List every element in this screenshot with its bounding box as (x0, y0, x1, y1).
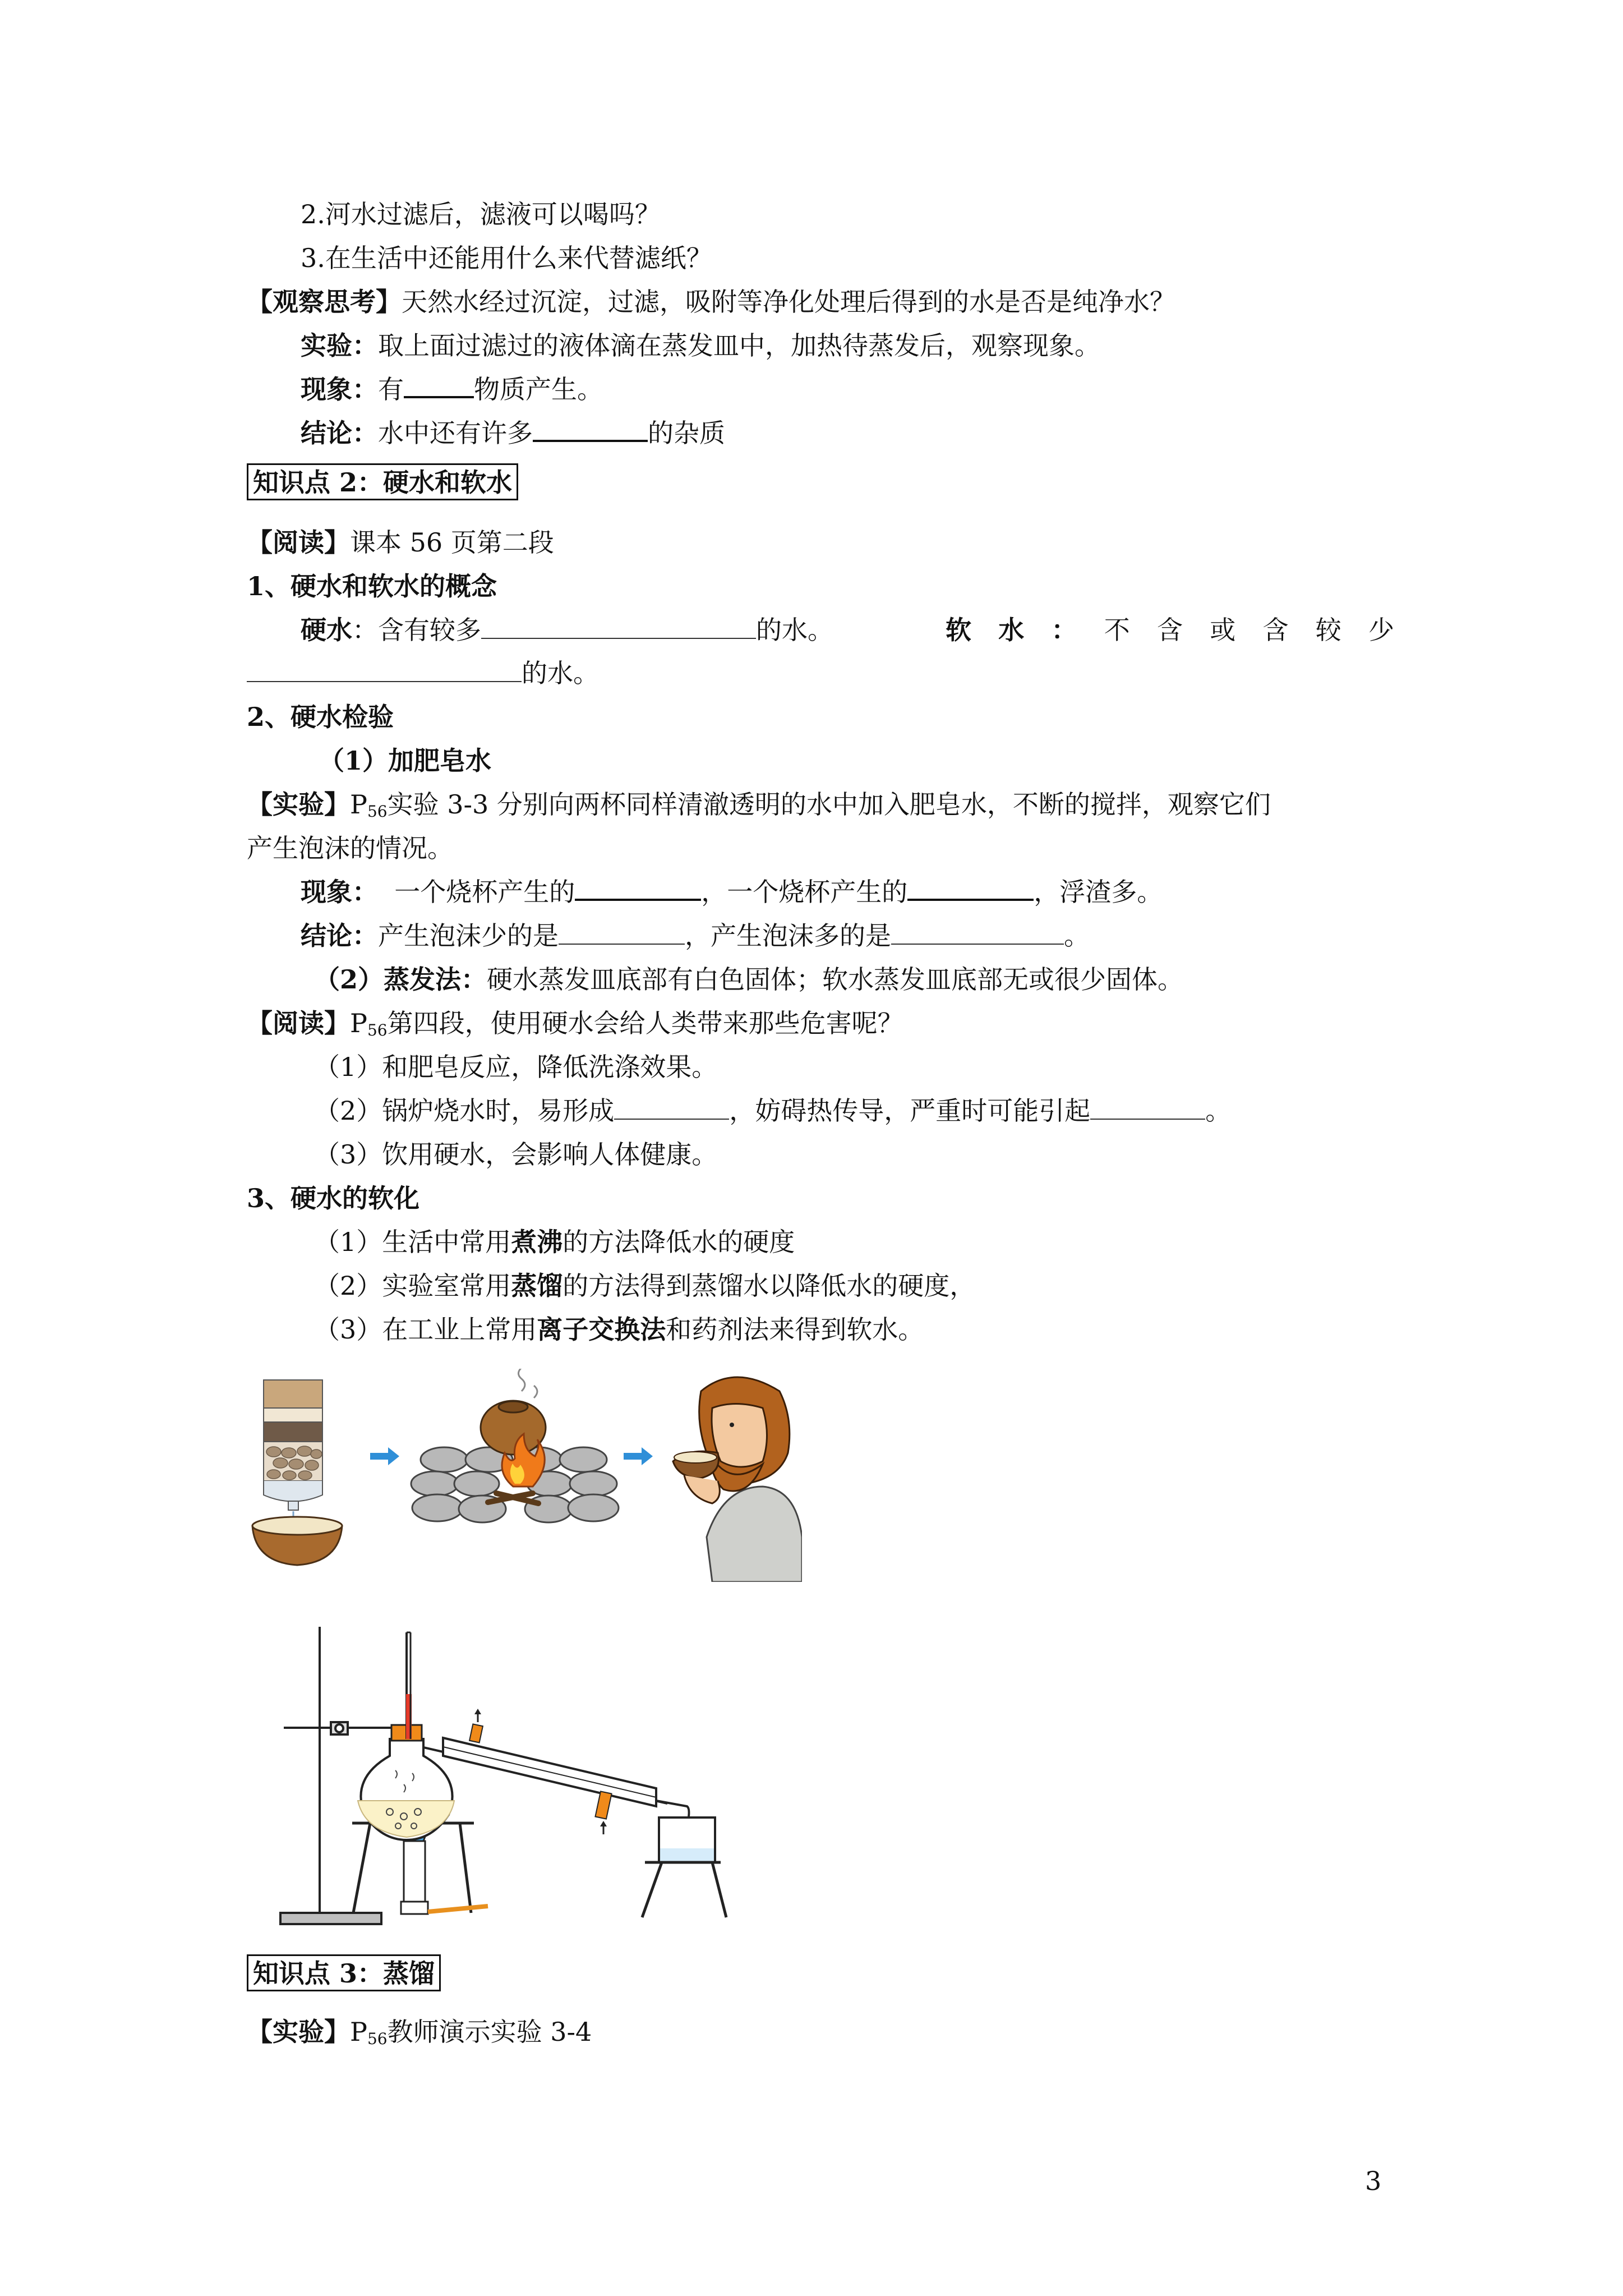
softening-1 (314, 1225, 795, 1259)
softening-3-c: 和药剂法来得到软水。 (666, 1314, 924, 1345)
soft-water-cont (247, 656, 599, 690)
kp3-exp-sub: 56 (367, 2030, 388, 2048)
kp3-title-box (247, 1957, 441, 1990)
kp2-phen-b: ，一个烧杯产生的 (701, 877, 908, 907)
harm-2 (314, 1094, 1231, 1128)
hard-water-text: ：含有较多 (352, 615, 481, 645)
observe-concl-label: 结论： (301, 418, 378, 448)
harm-2-blank-2[interactable] (1090, 1096, 1205, 1120)
observe-tag: 【观察思考】 (247, 287, 402, 317)
softening-2-c: 的方法得到蒸馏水以降低水的硬度， (562, 1271, 976, 1301)
kp2-phen-a: 一个烧杯产生的 (378, 877, 575, 907)
soft-water-post: 的水。 (522, 658, 599, 688)
kp2-read2-text: 第四段，使用硬水会给人类带来那些危害呢？ (387, 1008, 903, 1038)
soft-text-char-6: 少 (1368, 615, 1394, 645)
harm-3: （3）饮用硬水，会影响人体健康。 (314, 1139, 718, 1170)
kp2-concl-label: 结论： (301, 921, 378, 951)
soft-text-char-4: 含 (1262, 615, 1289, 645)
kp3-exp-text: 教师演示实验 3-4 (387, 2017, 592, 2047)
kp2-exp-tag: 【实验】 (247, 789, 350, 820)
kp2-exp-p: P (350, 789, 367, 820)
softening-1-a: （1）生活中常用 (314, 1227, 511, 1257)
softening-3-b: 离子交换法 (537, 1314, 666, 1345)
kp2-read2-p: P (350, 1008, 367, 1038)
kp2-sub-1: （1）加肥皂水 (319, 746, 492, 776)
kp2-read-text: 课本 56 页第二段 (350, 527, 554, 558)
kp2-heading-1: 1、硬水和软水的概念 (247, 571, 497, 601)
hard-water-post: 的水。 (756, 615, 833, 645)
kp2-concl-c: 。 (1064, 921, 1090, 951)
softening-1-b: 煮沸 (511, 1227, 563, 1257)
distillation-apparatus (269, 1610, 735, 1930)
condenser-tube (423, 1709, 689, 1839)
kp2-sub2-text: 硬水蒸发皿底部有白色固体；软水蒸发皿底部无或很少固体。 (487, 964, 1184, 995)
harm-2-blank-1[interactable] (614, 1096, 729, 1120)
kp3-exp-p: P (350, 2017, 367, 2047)
observe-concl-blank[interactable] (533, 417, 648, 442)
hard-water-label: 硬水 (301, 615, 352, 645)
kp2-concl-a: 产生泡沫少的是 (378, 921, 559, 951)
softening-3 (314, 1313, 924, 1346)
kp2-heading-2: 2、硬水检验 (247, 702, 394, 732)
kp2-sub2-label: （2）蒸发法： (314, 964, 487, 995)
observe-phen-pre: 有 (378, 374, 404, 404)
harm-2-c: 。 (1205, 1096, 1232, 1126)
man-drinking (673, 1377, 802, 1582)
observe-concl-pre: 水中还有许多 (378, 418, 533, 448)
kp2-concl-blank-1[interactable] (559, 921, 685, 945)
kp2-exp-text1: 实验 3-3 分别向两杯同样清澈透明的水中加入肥皂水，不断的搅拌，观察它们 (387, 789, 1271, 820)
observe-exp-label: 实验： (301, 330, 378, 361)
observe-experiment (301, 329, 1100, 362)
observe-text: 天然水经过沉淀，过滤，吸附等净化处理后得到的水是否是纯净水？ (402, 287, 1175, 317)
observe-phen-post: 物质产生。 (474, 374, 603, 404)
kp2-phen-label: 现象： (301, 877, 378, 907)
soft-label-colon: ： (1051, 615, 1077, 645)
arrow-1-icon (370, 1447, 399, 1465)
softening-2-a: （2）实验室常用 (314, 1271, 511, 1301)
stone-stove (411, 1369, 619, 1522)
kp2-sub-2 (314, 963, 1183, 996)
softening-1-c: 的方法降低水的硬度 (562, 1227, 795, 1257)
observe-phen-blank[interactable] (404, 374, 474, 398)
observe-conclusion (301, 416, 725, 450)
soft-text-char-3: 或 (1210, 615, 1236, 645)
kp2-read-2 (247, 1006, 903, 1047)
softening-2-b: 蒸馏 (511, 1271, 563, 1301)
kp2-exp-sub: 56 (367, 802, 388, 821)
page-number: 3 (1365, 2166, 1382, 2196)
harm-2-b: ，妨碍热传导，严重时可能引起 (729, 1096, 1091, 1126)
arrow-2-icon (624, 1447, 653, 1465)
soft-label-char-2: 水 (998, 615, 1025, 645)
question-2: 2.河水过滤后，滤液可以喝吗？ (301, 199, 661, 229)
kp2-read2-tag: 【阅读】 (247, 1008, 350, 1038)
coconut-bowl (252, 1517, 342, 1565)
kp2-read (247, 526, 554, 559)
kp2-concl-blank-2[interactable] (891, 921, 1064, 945)
receiving-beaker (642, 1818, 726, 1917)
filter-bottle (264, 1380, 322, 1519)
observe-concl-post: 的杂质 (648, 418, 725, 448)
kp3-exp-tag: 【实验】 (247, 2017, 350, 2047)
kp2-title: 知识点 2：硬水和软水 (247, 463, 518, 500)
kp2-concl-b: ，产生泡沫多的是 (685, 921, 891, 951)
kp2-exp-line2: 产生泡沫的情况。 (247, 833, 453, 863)
kp3-experiment (247, 2015, 592, 2056)
kp2-title-box (247, 466, 518, 499)
soft-text-char-1: 不 (1104, 615, 1130, 645)
observe-paragraph (247, 285, 1175, 319)
kp2-read-tag: 【阅读】 (247, 527, 350, 558)
soft-label-char-1: 软 (946, 615, 971, 645)
observe-phen-label: 现象： (301, 374, 378, 404)
kp2-phenomenon (301, 875, 1163, 909)
purification-illustration (241, 1369, 802, 1582)
question-3: 3.在生活中还能用什么来代替滤纸？ (301, 243, 712, 273)
harm-2-a: （2）锅炉烧水时，易形成 (314, 1096, 615, 1126)
soft-water-definition (946, 613, 1394, 647)
kp2-phen-c: ，浮渣多。 (1034, 877, 1163, 907)
kp2-phen-blank-1[interactable] (575, 876, 701, 901)
hard-water-blank[interactable] (481, 615, 756, 639)
distilling-flask (358, 1632, 454, 1840)
observe-phenomenon (301, 372, 603, 406)
harm-1: （1）和肥皂反应，降低洗涤效果。 (314, 1052, 718, 1082)
soft-text-char-2: 含 (1157, 615, 1183, 645)
softening-2 (314, 1269, 975, 1303)
soft-text-char-5: 较 (1315, 615, 1341, 645)
kp2-conclusion (301, 919, 1090, 953)
kp2-heading-3: 3、硬水的软化 (247, 1183, 420, 1213)
kp2-experiment (247, 788, 1271, 829)
soft-water-blank[interactable] (247, 659, 522, 682)
kp3-title: 知识点 3：蒸馏 (247, 1954, 441, 1991)
kp2-read2-sub: 56 (367, 1021, 388, 1039)
hard-water-definition (301, 613, 833, 647)
kp2-phen-blank-2[interactable] (907, 876, 1034, 901)
softening-3-a: （3）在工业上常用 (314, 1314, 537, 1345)
observe-exp-text: 取上面过滤过的液体滴在蒸发皿中，加热待蒸发后，观察现象。 (378, 330, 1100, 361)
